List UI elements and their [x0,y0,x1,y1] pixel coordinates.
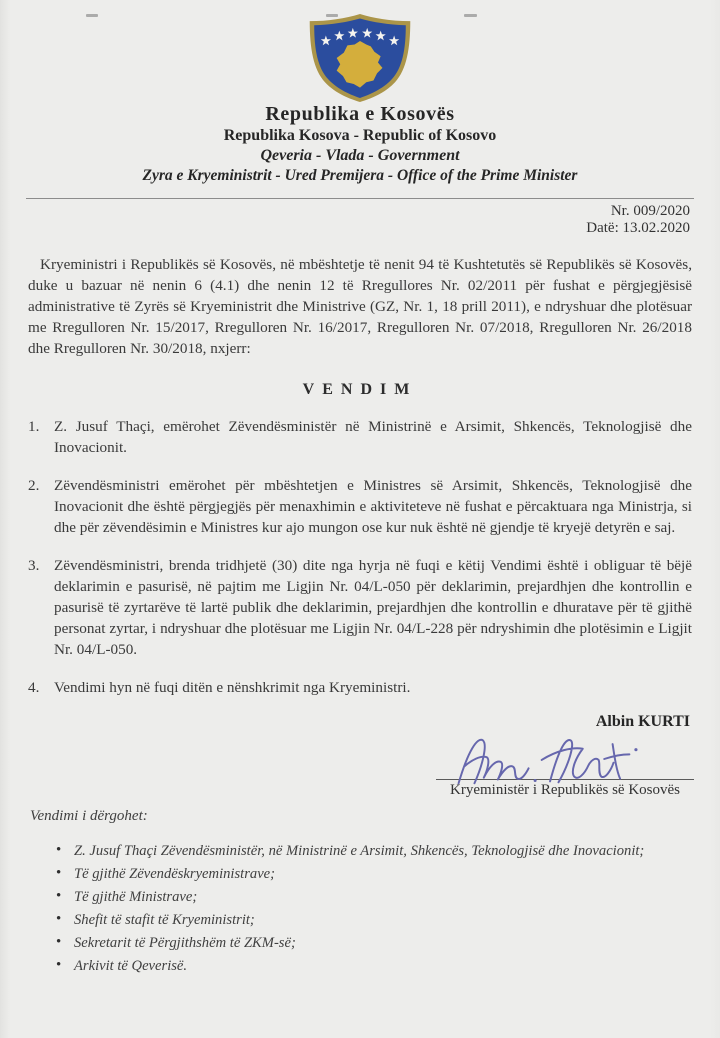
document-title: VENDIM [302,381,418,398]
distribution-item: • Sekretarit të Përgjithshëm të ZKM-së; [74,935,700,951]
signature-line [436,779,694,780]
item-text: Zëvendësministri emërohet për mbështetjen e Ministres së Arsimit, Shkencës, Teknologjisë dhe Inovacionit dhe është përgjegjës për menaxhimin e aktiviteteve në fushat e përcaktuara nga Ministrja, si dhe për zëvendësimin e Ministres kur ajo mungon ose kur nuk është në gjendje të kryejë detyrën e saj. [54,477,692,536]
item-number: 1. [28,418,40,435]
scan-artifact [326,14,338,17]
letterhead [0,103,720,186]
decision-items [28,416,692,698]
scanned-decision-document [0,14,720,1038]
decision-item [28,475,692,538]
letterhead-government: Qeveria - Vlada - Government [260,147,460,164]
letterhead-republic-sq: Republika e Kosovës [265,103,455,125]
decision-item [28,416,692,458]
distribution-item: • Z. Jusuf Thaçi Zëvendësministër, në Ministrinë e Arsimit, Shkencës, Teknologjisë dhe Inovacionit; [74,843,700,859]
item-number: 2. [28,477,40,494]
preamble-paragraph: Kryeministri i Republikës së Kosovës, në mbështetje të nenit 94 të Kushtetutës së Republikës së Kosovës, duke u bazuar në nenin 6 (4.1) dhe nenin 12 të Rregullores Nr. 02/2011 për fushat e përgjegjësisë administrative të Zyrës së Kryeministrit dhe Ministrive (GZ, Nr. 1, 18 prill 2011), e ndryshuar dhe plotësuar me Rregulloren Nr. 15/2017, Rregulloren Nr. 16/2017, Rregulloren Nr. 07/2018, Rregulloren Nr. 26/2018 dhe Rregulloren Nr. 30/2018, nxjerr: [28,256,692,357]
distribution-list [30,843,720,974]
signer-title: Kryeministër i Republikës së Kosovës [450,782,680,798]
letterhead-office: Zyra e Kryeministrit - Ured Premijera - Office of the Prime Minister [142,167,578,184]
distribution-item: • Të gjithë Zëvendëskryeministrave; [74,866,700,882]
item-number: 3. [28,557,40,574]
signer-name: Albin KURTI [595,713,690,730]
item-text: Z. Jusuf Thaçi, emërohet Zëvendësministër në Ministrinë e Arsimit, Shkencës, Teknologjisë dhe Inovacionit. [54,418,692,456]
letterhead-republic-multilang: Republika Kosova - Republic of Kosovo [223,127,497,144]
header-divider [26,198,694,199]
item-text: Zëvendësministri, brenda tridhjetë (30) dite nga hyrja në fuqi e këtij Vendimi është i obliguar të bëjë deklarimin e pasurisë, në pajtim me Ligjin Nr. 04/L-050 për deklarimin, prejardhjen dhe kontrollin e pasurisë të zyrtarëve të lartë publik dhe deklarimin, prejardhjen dhe kontrollin e dhuratave për të gjithë personat zyrtar, i ndryshuar dhe plotësuar me Ligjin Nr. 04/L-228 për ndryshimin dhe plotësimin e Ligjit Nr. 04/L-050. [54,557,692,658]
distribution-section [30,807,720,974]
distribution-item: • Të gjithë Ministrave; [74,889,700,905]
decision-item [28,555,692,660]
scan-artifact [464,14,477,17]
item-text: Vendimi hyn në fuqi ditën e nënshkrimit nga Kryeministri. [54,679,411,696]
signature-block [436,731,694,799]
distribution-item: • Arkivit të Qeverisë. [74,958,700,974]
decision-item [28,677,692,698]
scan-artifact [86,14,98,17]
distribution-label: Vendimi i dërgohet: [30,808,148,824]
kosovo-coat-of-arms-icon [306,14,414,102]
item-number: 4. [28,679,40,696]
document-number: Nr. 009/2020 [610,203,690,219]
document-meta [0,203,690,237]
document-date: Datë: 13.02.2020 [586,220,690,236]
distribution-item: • Shefit të stafit të Kryeministrit; [74,912,700,928]
